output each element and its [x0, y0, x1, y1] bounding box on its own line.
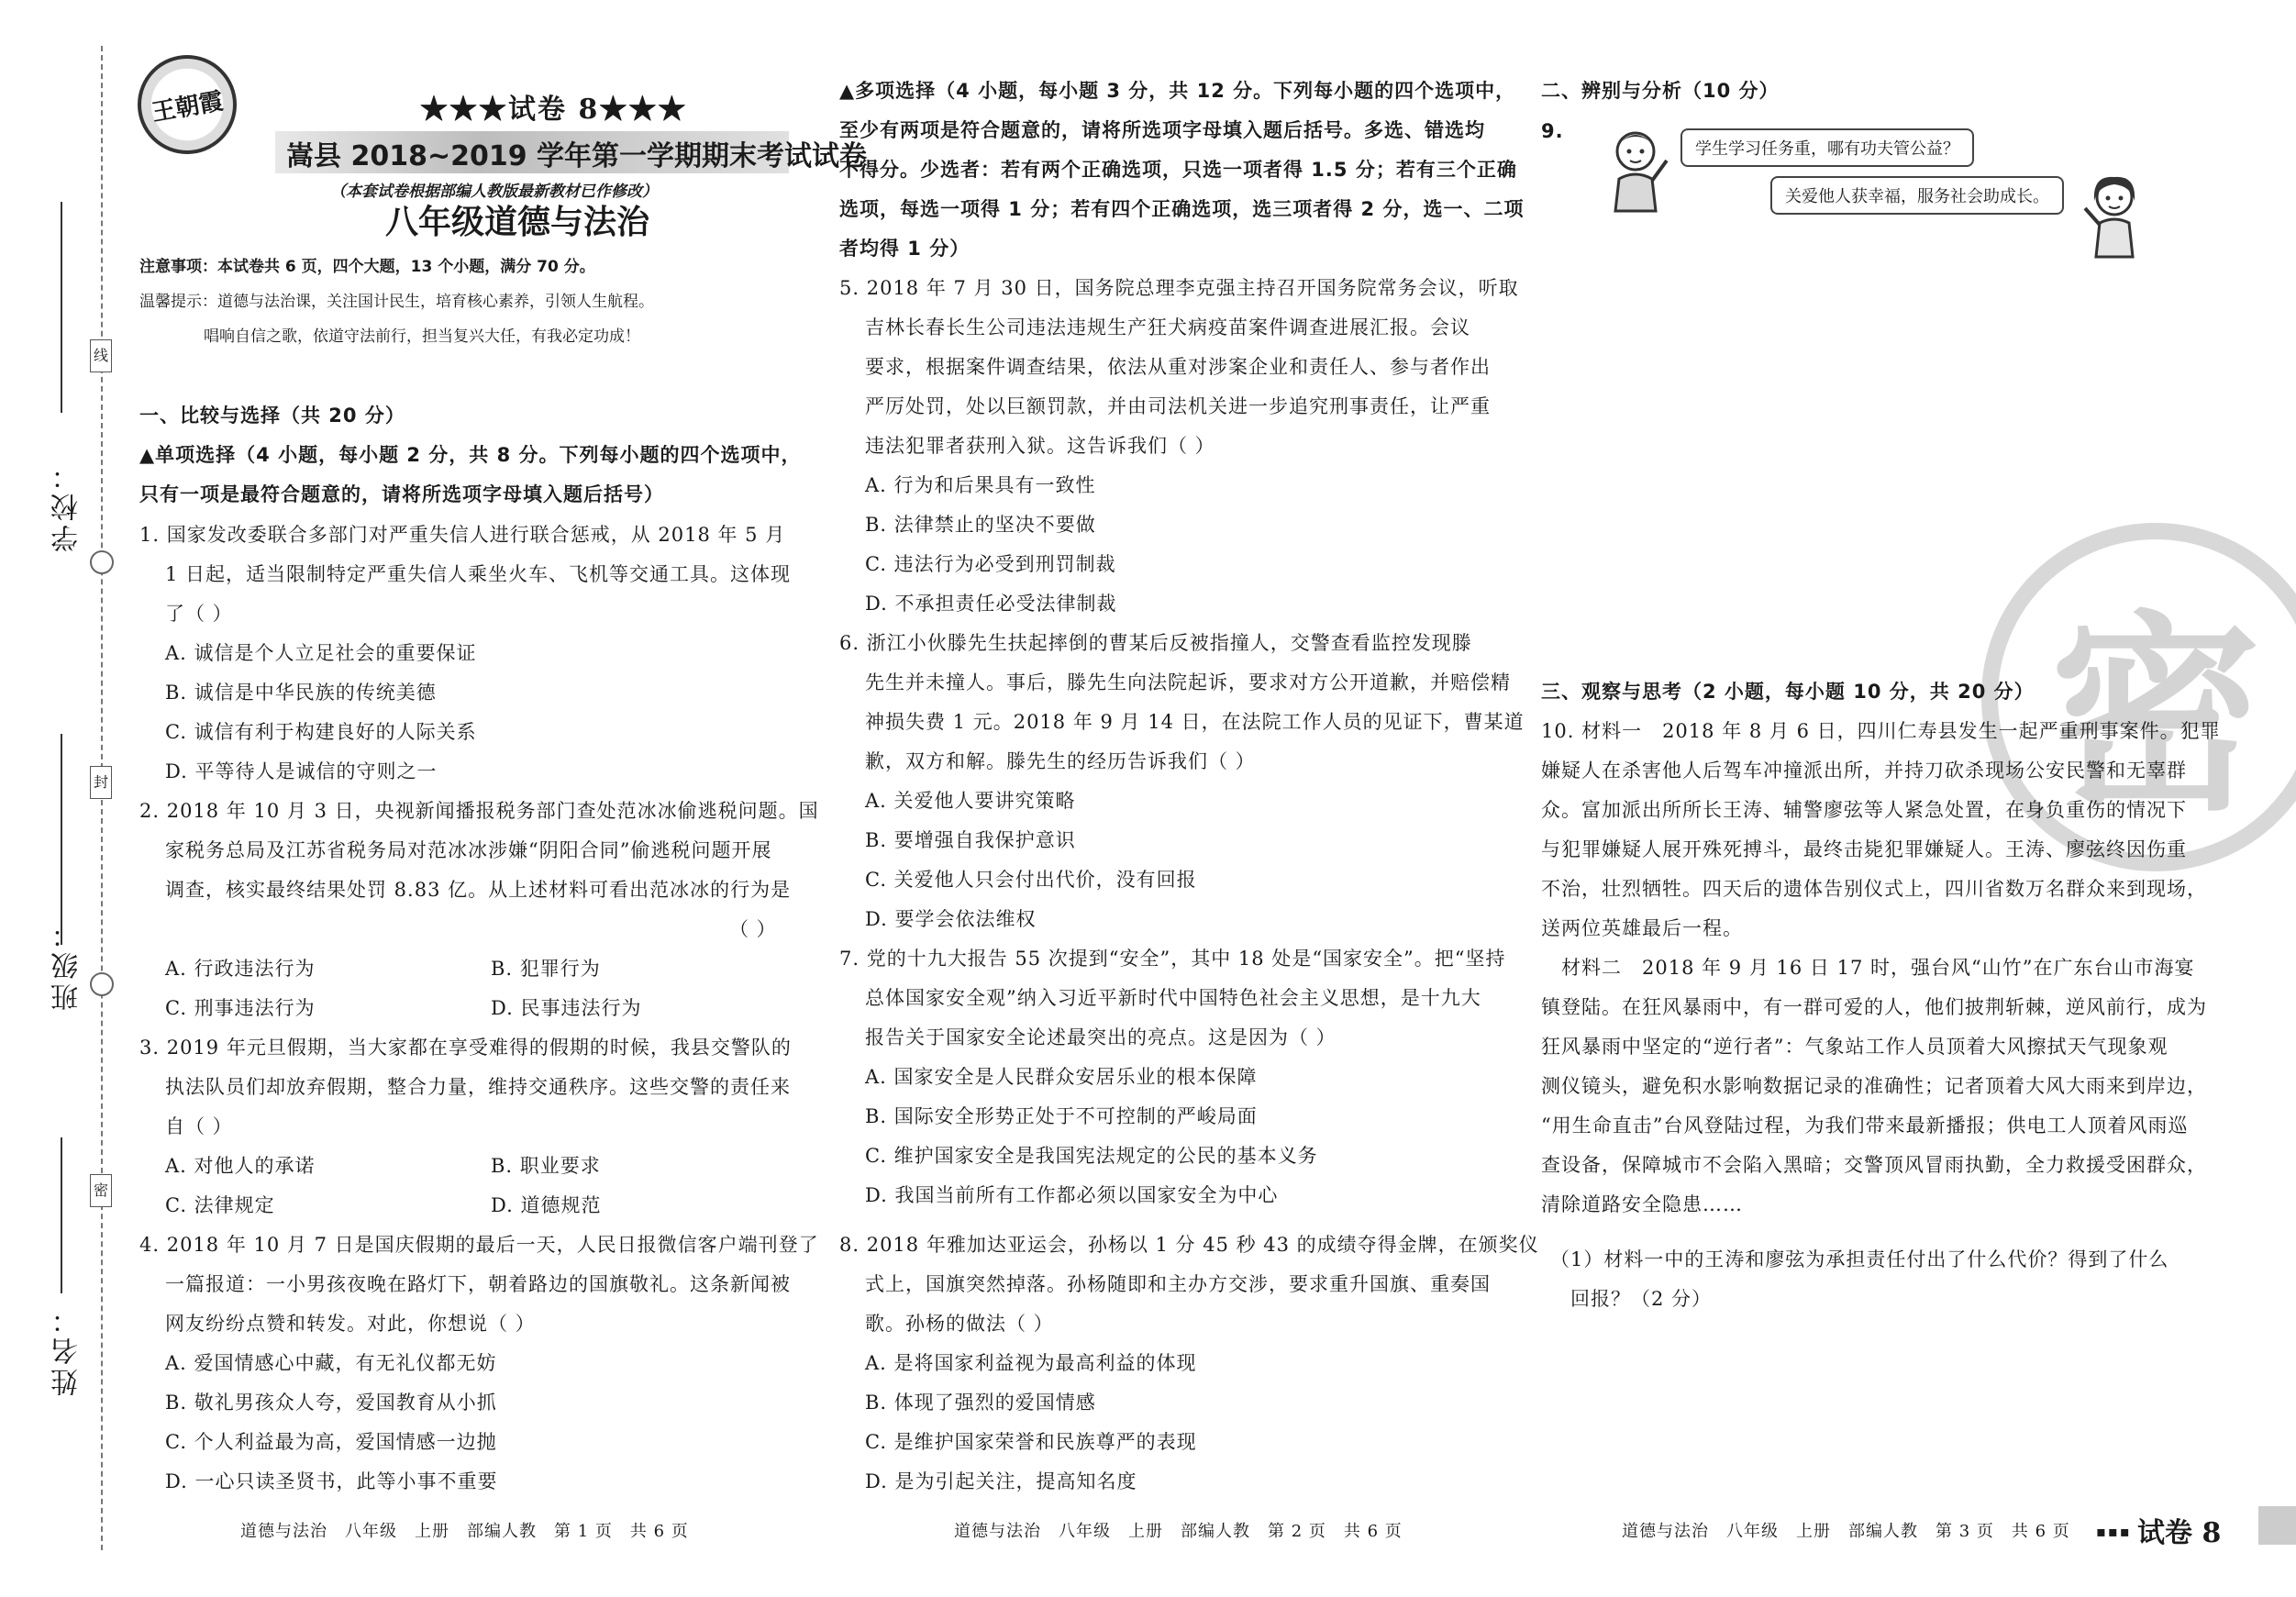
- q2-option-b: B. 犯罪行为: [491, 958, 601, 980]
- q10-m2-line-1: 材料二 2018 年 9 月 16 日 17 时，强台风“山竹”在广东台山市海宴: [1561, 957, 2195, 979]
- q3-option-a: A. 对他人的承诺: [165, 1155, 316, 1177]
- q4-option-c: C. 个人利益最为高，爱国情感一边抛: [165, 1431, 497, 1453]
- multi-choice-intro-3: 不得分。少选者：若有两个正确选项，只选一项者得 1.5 分；若有三个正确: [839, 159, 1517, 181]
- q8-option-a: A. 是将国家利益视为最高利益的体现: [865, 1352, 1197, 1374]
- q4-option-a: A. 爱国情感心中藏，有无礼仪都无妨: [165, 1352, 497, 1374]
- q6-line-1: 6. 浙江小伙滕先生扶起摔倒的曹某后反被指撞人，交警查看监控发现滕: [839, 632, 1472, 654]
- binding-tag-xian: 线: [90, 339, 112, 372]
- q7-option-b: B. 国际安全形势正处于不可控制的严峻局面: [865, 1105, 1258, 1127]
- notice-tip-2: 唱响自信之歌，依道守法前行，担当复兴大任，有我必定功成！: [204, 327, 640, 346]
- q10-m2-line-2: 镇登陆。在狂风暴雨中，有一群可爱的人，他们披荆斩棘，逆风前行，成为: [1541, 996, 2207, 1018]
- q1-option-d: D. 平等待人是诚信的守则之一: [165, 760, 438, 782]
- section3-title: 三、观察与思考（2 小题，每小题 10 分，共 20 分）: [1541, 681, 2035, 703]
- q2-option-c: C. 刑事违法行为: [165, 997, 316, 1019]
- q4-line-3: 网友纷纷点赞和转发。对此，你想说（ ）: [165, 1313, 536, 1335]
- multi-choice-intro-1: ▲多项选择（4 小题，每小题 3 分，共 12 分。下列每小题的四个选项中，: [839, 80, 1516, 102]
- q10-m1-line-3: 众。富加派出所所长王涛、辅警廖弦等人紧急处置，在身负重伤的情况下: [1541, 799, 2187, 821]
- multi-choice-intro-2: 至少有两项是符合题意的，请将所选项字母填入题后括号。多选、错选均: [839, 119, 1485, 141]
- q1-option-b: B. 诚信是中华民族的传统美德: [165, 682, 437, 704]
- binding-tag-feng: 封: [90, 766, 112, 799]
- q10-m1-line-6: 送两位英雄最后一程。: [1541, 917, 1743, 939]
- q4-line-1: 4. 2018 年 10 月 7 日是国庆假期的最后一天，人民日报微信客户端刊登了: [139, 1234, 819, 1256]
- q5-option-a: A. 行为和后果具有一致性: [865, 474, 1096, 496]
- subject-title: 八年级道德与法治: [385, 204, 650, 241]
- q6-option-b: B. 要增强自我保护意识: [865, 829, 1076, 851]
- q7-option-c: C. 维护国家安全是我国宪法规定的公民的基本义务: [865, 1145, 1318, 1167]
- exam-title: 嵩县 2018~2019 学年第一学期期末考试试卷: [286, 140, 868, 172]
- publisher-logo: [138, 55, 237, 154]
- q2-option-a: A. 行政违法行为: [165, 958, 316, 980]
- single-choice-intro-1: ▲单项选择（4 小题，每小题 2 分，共 8 分。下列每小题的四个选项中，: [139, 444, 802, 466]
- q2-option-d: D. 民事违法行为: [491, 997, 642, 1019]
- q10-m1-line-1: 10. 材料一 2018 年 8 月 6 日，四川仁寿县发生一起严重刑事案件。犯罪: [1541, 720, 2221, 742]
- q10-m2-line-6: 查设备，保障城市不会陷入黑暗；交警顶风冒雨执勤，全力救援受困群众，: [1541, 1154, 2207, 1176]
- q4-option-d: D. 一心只读圣贤书，此等小事不重要: [165, 1470, 498, 1492]
- multi-choice-intro-5: 者均得 1 分）: [839, 238, 971, 260]
- stamp-character: 密: [2049, 593, 2261, 839]
- q5-line-4: 严厉处罚，处以巨额罚款，并由司法机关进一步追究刑事责任，让严重: [865, 395, 1491, 417]
- q8-line-1: 8. 2018 年雅加达亚运会，孙杨以 1 分 45 秒 43 的成绩夺得金牌，在颁奖仪: [839, 1234, 1539, 1256]
- q4-option-b: B. 敬礼男孩众人夸，爱国教育从小抓: [165, 1392, 497, 1414]
- q1-option-a: A. 诚信是个人立足社会的重要保证: [165, 642, 477, 664]
- corner-dots: ▪▪▪: [2096, 1523, 2132, 1540]
- q10-m1-line-2: 嫌疑人在杀害他人后驾车冲撞派出所，并持刀砍杀现场公安民警和无辜群: [1541, 760, 2187, 782]
- q1-line-3: 了（ ）: [165, 603, 233, 625]
- q7-line-2: 总体国家安全观”纳入习近平新时代中国特色社会主义思想，是十九大: [865, 987, 1481, 1009]
- notice-tip-1: 温馨提示：道德与法治课，关注国计民生，培育核心素养，引领人生航程。: [139, 293, 654, 311]
- q6-option-a: A. 关爱他人要讲究策略: [865, 790, 1076, 812]
- name-label: 姓名：: [51, 1303, 83, 1396]
- q1-option-c: C. 诚信有利于构建良好的人际关系: [165, 721, 477, 743]
- q8-option-c: C. 是维护国家荣誉和民族尊严的表现: [865, 1431, 1197, 1453]
- girl-illustration: [2078, 170, 2151, 261]
- notice-attention: 注意事项：本试卷共 6 页，四个大题，13 个小题，满分 70 分。: [139, 258, 595, 276]
- section1-title: 一、比较与选择（共 20 分）: [139, 405, 405, 427]
- q7-option-d: D. 我国当前所有工作都必须以国家安全为中心: [865, 1184, 1279, 1206]
- q10-subquestion-1: （1）材料一中的王涛和廖弦为承担责任付出了什么代价？得到了什么: [1550, 1248, 2169, 1270]
- q10-m2-line-4: 测仪镜头，避免积水影响数据记录的准确性；记者顶着大风大雨来到岸边，: [1541, 1075, 2207, 1097]
- paper-number: ★★★试卷 8★★★: [420, 94, 688, 126]
- q5-option-c: C. 违法行为必受到刑罚制裁: [865, 553, 1116, 575]
- q5-line-2: 吉林长春长生公司违法违规生产狂犬病疫苗案件调查进展汇报。会议: [865, 316, 1470, 338]
- q8-line-2: 式上，国旗突然掉落。孙杨随即和主办方交涉，要求重升国旗、重奏国: [865, 1273, 1491, 1295]
- q3-option-c: C. 法律规定: [165, 1194, 275, 1216]
- logo-text: 王朝霞: [150, 86, 226, 128]
- q10-m1-line-4: 与犯罪嫌疑人展开殊死搏斗，最终击毙犯罪嫌疑人。王涛、廖弦终因伤重: [1541, 838, 2187, 860]
- q5-line-1: 5. 2018 年 7 月 30 日，国务院总理李克强主持召开国务院常务会议，听取: [839, 277, 1519, 299]
- q1-line-1: 1. 国家发改委联合多部门对严重失信人进行联合惩戒，从 2018 年 5 月: [139, 524, 786, 546]
- q8-line-3: 歌。孙杨的做法（ ）: [865, 1313, 1054, 1335]
- q5-option-d: D. 不承担责任必受法律制裁: [865, 593, 1117, 615]
- q6-option-d: D. 要学会依法维权: [865, 908, 1037, 930]
- q2-line-4: （ ）: [729, 918, 777, 940]
- binding-tag-mi: 密: [90, 1174, 112, 1207]
- exam-note: （本套试卷根据部编人教版最新教材已作修改）: [330, 183, 658, 201]
- school-label: 学校：: [51, 459, 83, 552]
- school-underline: [61, 202, 62, 413]
- multi-choice-intro-4: 选项，每选一项得 1 分；若有四个正确选项，选三项者得 2 分，选一、二项: [839, 198, 1525, 220]
- q10-m2-line-3: 狂风暴雨中坚定的“逆行者”：气象站工作人员顶着大风擦拭天气现象观: [1541, 1036, 2168, 1058]
- q3-option-b: B. 职业要求: [491, 1155, 601, 1177]
- footer-page-3: 道德与法治 八年级 上册 部编人教 第 3 页 共 6 页: [1622, 1522, 2070, 1541]
- q10-subquestion-1-cont: 回报？（2 分）: [1570, 1288, 1713, 1310]
- q2-line-2: 家税务总局及江苏省税务局对范冰冰涉嫌“阴阳合同”偷逃税问题开展: [165, 839, 772, 861]
- q5-line-3: 要求，根据案件调查结果，依法从重对涉案企业和责任人、参与者作出: [865, 356, 1491, 378]
- q7-line-3: 报告关于国家安全论述最突出的亮点。这是因为（ ）: [865, 1026, 1337, 1048]
- q3-line-1: 3. 2019 年元旦假期，当大家都在享受难得的假期的时候，我县交警队的: [139, 1037, 792, 1059]
- class-underline: [61, 734, 62, 945]
- q2-line-3: 调查，核实最终结果处罚 8.83 亿。从上述材料可看出范冰冰的行为是: [165, 879, 792, 901]
- q5-line-5: 违法犯罪者获刑入狱。这告诉我们（ ）: [865, 435, 1215, 457]
- section2-title: 二、辨别与分析（10 分）: [1541, 80, 1780, 102]
- q7-line-1: 7. 党的十九大报告 55 次提到“安全”，其中 18 处是“国家安全”。把“坚持: [839, 948, 1506, 970]
- boy-illustration: [1601, 124, 1674, 216]
- binding-hole-1: [90, 550, 114, 574]
- name-underline: [61, 1137, 62, 1293]
- footer-page-2: 道德与法治 八年级 上册 部编人教 第 2 页 共 6 页: [954, 1522, 1403, 1541]
- q6-line-3: 神损失费 1 元。2018 年 9 月 14 日，在法院工作人员的见证下，曹某道: [865, 711, 1525, 733]
- q10-m2-line-7: 清除道路安全隐患……: [1541, 1193, 1743, 1215]
- single-choice-intro-2: 只有一项是最符合题意的，请将所选项字母填入题后括号）: [139, 483, 664, 505]
- q3-line-2: 执法队员们却放弃假期，整合力量，维持交通秩序。这些交警的责任来: [165, 1076, 791, 1098]
- class-label: 班级：: [51, 917, 83, 1011]
- q8-option-b: B. 体现了强烈的爱国情感: [865, 1392, 1096, 1414]
- q6-option-c: C. 关爱他人只会付出代价，没有回报: [865, 869, 1197, 891]
- q5-option-b: B. 法律禁止的坚决不要做: [865, 514, 1096, 536]
- footer-page-1: 道德与法治 八年级 上册 部编人教 第 1 页 共 6 页: [240, 1522, 689, 1541]
- q6-line-4: 歉，双方和解。滕先生的经历告诉我们（ ）: [865, 750, 1256, 772]
- q2-line-1: 2. 2018 年 10 月 3 日，央视新闻播报税务部门查处范冰冰偷逃税问题。国: [139, 800, 819, 822]
- q10-m1-line-5: 不治，壮烈牺牲。四天后的遗体告别仪式上，四川省数万名群众来到现场，: [1541, 878, 2207, 900]
- speech-bubble-1: 学生学习任务重，哪有功夫管公益？: [1680, 128, 1974, 167]
- q7-option-a: A. 国家安全是人民群众安居乐业的根本保障: [865, 1066, 1258, 1088]
- corner-gray-block: [2258, 1506, 2296, 1545]
- q1-line-2: 1 日起，适当限制特定严重失信人乘坐火车、飞机等交通工具。这体现: [165, 563, 792, 585]
- q3-option-d: D. 道德规范: [491, 1194, 602, 1216]
- speech-bubble-2: 关爱他人获幸福，服务社会助成长。: [1770, 176, 2064, 215]
- q6-line-2: 先生并未撞人。事后，滕先生向法院起诉，要求对方公开道歉，并赔偿精: [865, 671, 1511, 693]
- corner-paper-label: 试卷 8: [2137, 1517, 2222, 1549]
- q3-line-3: 自（ ）: [165, 1115, 233, 1137]
- q10-m2-line-5: “用生命直击”台风登陆过程，为我们带来最新播报；供电工人顶着风雨巡: [1541, 1115, 2189, 1137]
- binding-hole-2: [90, 972, 114, 996]
- q8-option-d: D. 是为引起关注，提高知名度: [865, 1470, 1137, 1492]
- q9-number: 9.: [1541, 120, 1564, 142]
- q4-line-2: 一篇报道：一小男孩夜晚在路灯下，朝着路边的国旗敬礼。这条新闻被: [165, 1273, 791, 1295]
